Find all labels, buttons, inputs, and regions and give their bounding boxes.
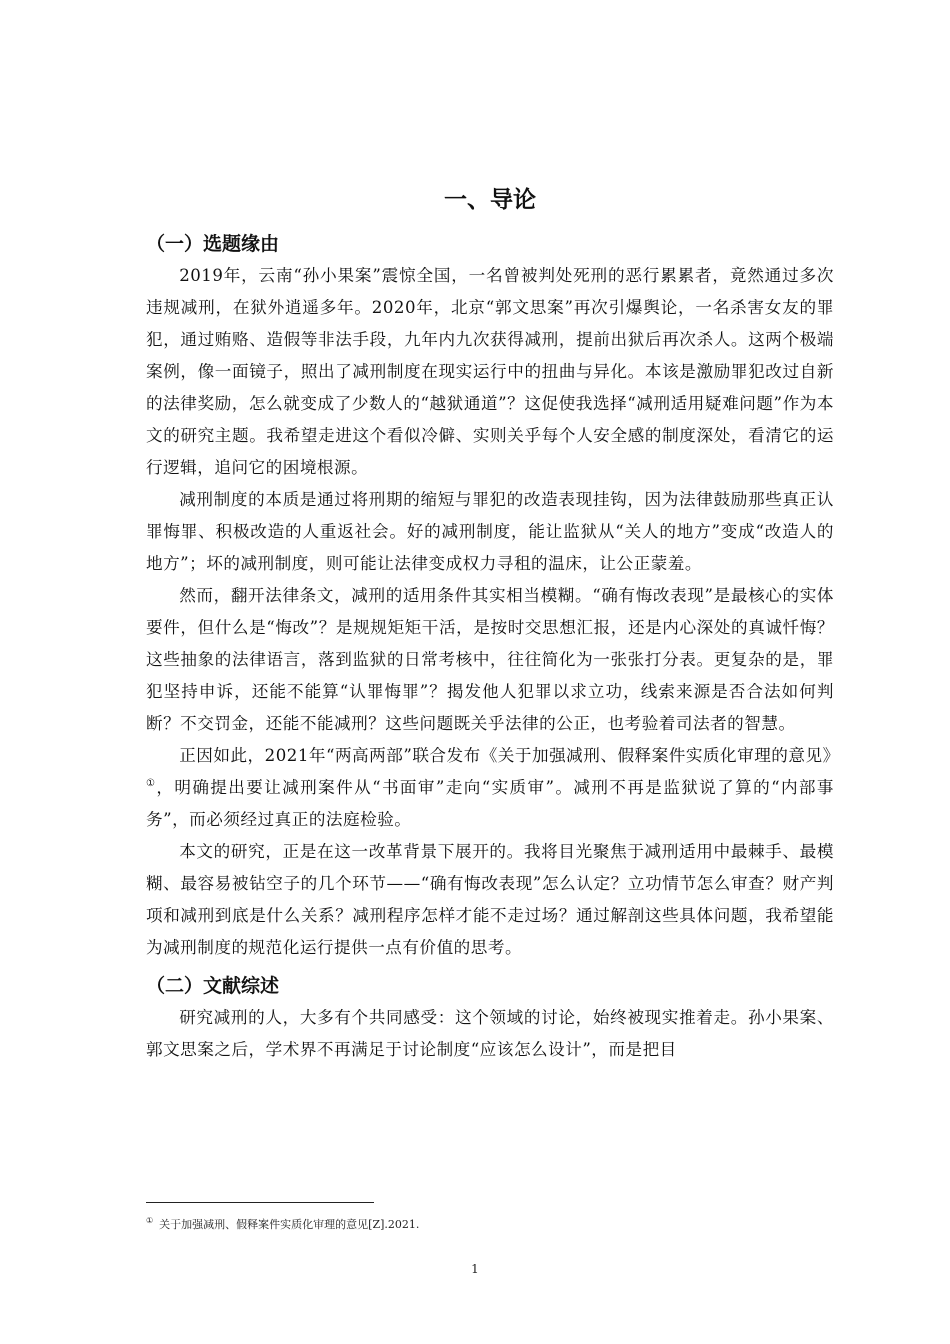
paragraph: 然而，翻开法律条文，减刑的适用条件其实相当模糊。“确有悔改表现”是最核心的实体要件，但什么是“悔改”？是规规矩矩干活，是按时交思想汇报，还是内心深处的真诚忏悔？这些抽象的法律语言，落到监狱的日常考核中，往往简化为一张张打分表。更复杂的是，罪犯坚持申诉，还能不能算“认罪悔罪”？揭发他人犯罪以求立功，线索来源是否合法如何判断？不交罚金，还能不能减刑？这些问题既关乎法律的公正，也考验着司法者的智慧。 (146, 586, 834, 733)
section-title-literature-review: （二）文献综述 (146, 975, 280, 997)
section-title-topic-reason: （一）选题缘由 (146, 233, 280, 255)
paragraph: 本文的研究，正是在这一改革背景下展开的。我将目光聚焦于减刑适用中最棘手、最模糊、最容易被钻空子的几个环节——“确有悔改表现”怎么认定？立功情节怎么审查？财产判项和减刑到底是什么关系？减刑程序怎样才能不走过场？通过解剖这些具体问题，我希望能为减刑制度的规范化运行提供一点有价值的思考。 (146, 842, 834, 957)
footnote-divider (146, 1202, 374, 1203)
paragraph-text: ，明确提出要让减刑案件从“书面审”走向“实质审”。减刑不再是监狱说了算的“内部事务”，而必须经过真正的法庭检验。 (146, 778, 834, 829)
page-body (146, 178, 840, 1066)
chapter-title: 一、导论 (444, 187, 536, 213)
paragraph-text: 正因如此，2021年“两高两部”联合发布《关于加强减刑、假释案件实质化审理的意见》 (179, 746, 840, 765)
paragraph: 研究减刑的人，大多有个共同感受：这个领域的讨论，始终被现实推着走。孙小果案、郭文思案之后，学术界不再满足于讨论制度“应该怎么设计”，而是把目 (146, 1008, 834, 1059)
footnote-marker: ① (146, 1216, 154, 1225)
footnote (146, 1212, 834, 1234)
footnote-text: 关于加强减刑、假释案件实质化审理的意见[Z].2021. (159, 1218, 420, 1231)
page-number: 1 (471, 1262, 479, 1276)
paragraph: 2019年，云南“孙小果案”震惊全国，一名曾被判处死刑的恶行累累者，竟然通过多次违规减刑，在狱外逍遥多年。2020年，北京“郭文思案”再次引爆舆论，一名杀害女友的罪犯，通过贿赂、造假等非法手段，九年内九次获得减刑，提前出狱后再次杀人。这两个极端案例，像一面镜子，照出了减刑制度在现实运行中的扭曲与异化。本该是激励罪犯改过自新的法律奖励，怎么就变成了少数人的“越狱通道”？这促使我选择“减刑适用疑难问题”作为本文的研究主题。我希望走进这个看似冷僻、实则关乎每个人安全感的制度深处，看清它的运行逻辑，追问它的困境根源。 (146, 266, 834, 477)
paragraph: 减刑制度的本质是通过将刑期的缩短与罪犯的改造表现挂钩，因为法律鼓励那些真正认罪悔罪、积极改造的人重返社会。好的减刑制度，能让监狱从“关人的地方”变成“改造人的地方”；坏的减刑制度，则可能让法律变成权力寻租的温床，让公正蒙羞。 (146, 490, 834, 573)
footnote-reference[interactable]: ① (146, 778, 157, 789)
paragraph-with-footnote-ref (146, 740, 840, 836)
